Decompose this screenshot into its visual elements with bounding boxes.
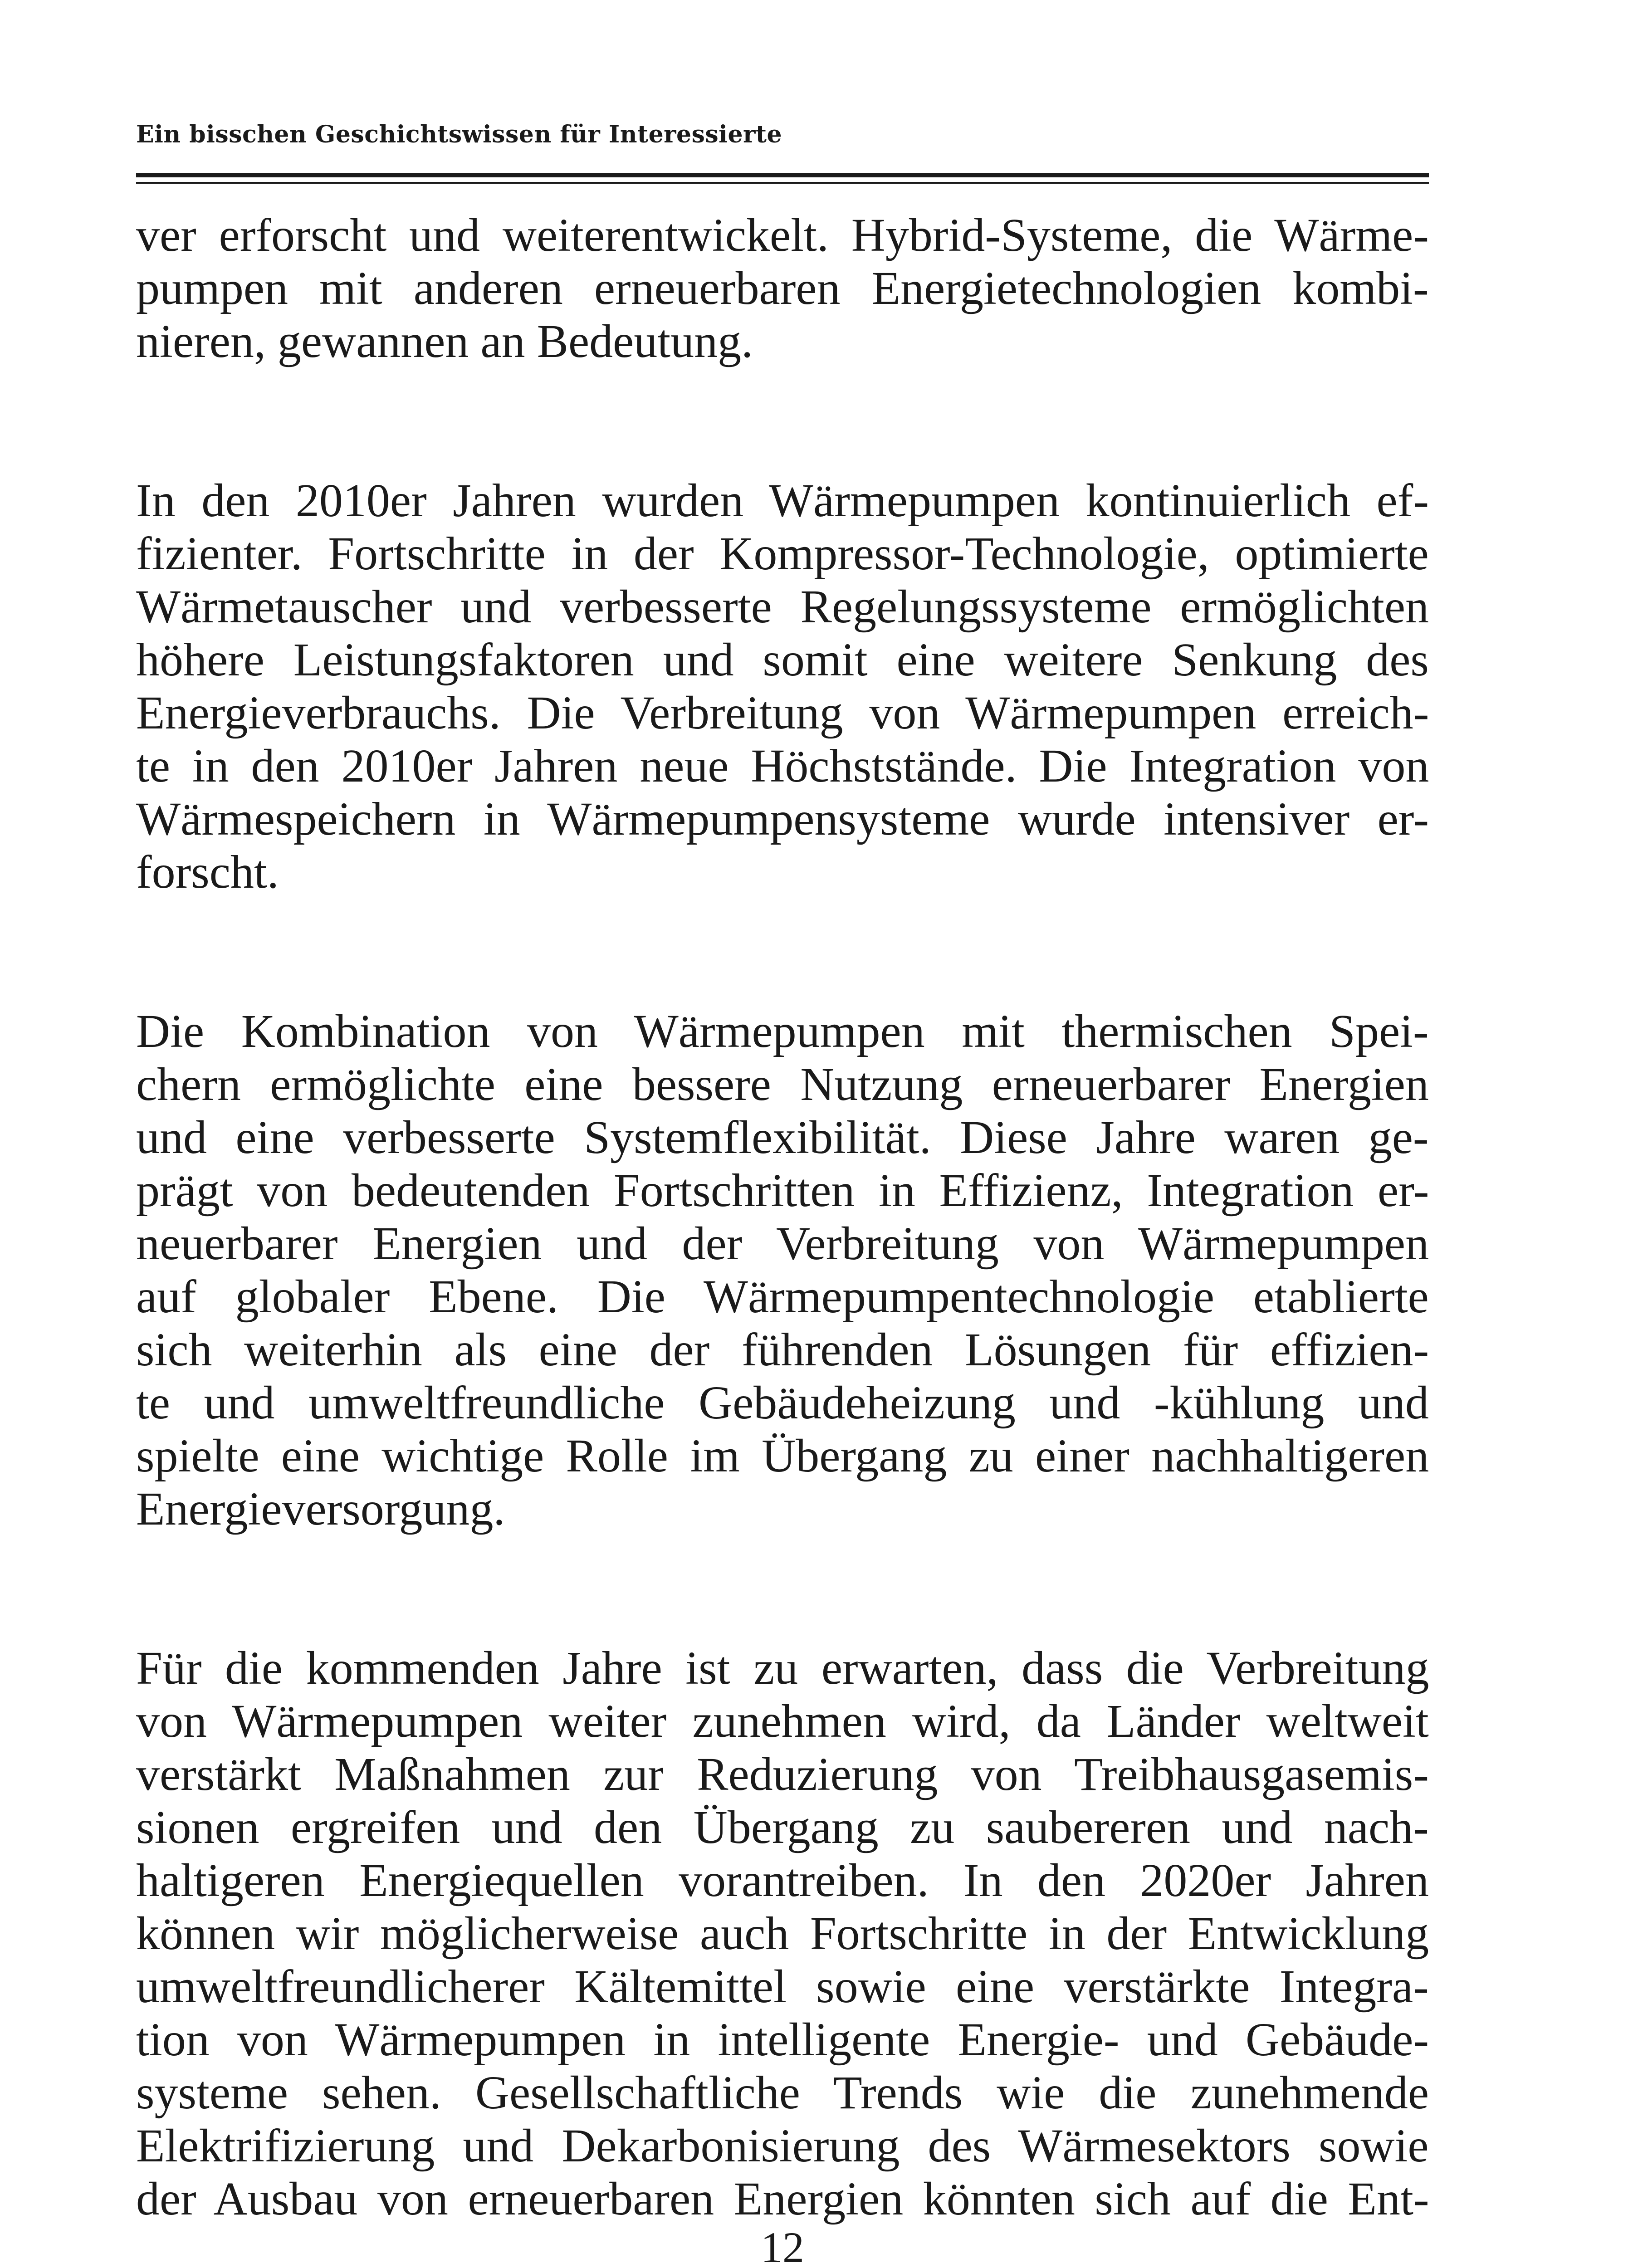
body-text bbox=[136, 209, 1429, 2225]
text-line: Die Kombination von Wärmepumpen mit thermischen Spei- bbox=[136, 1005, 1429, 1057]
text-line: te und umweltfreundliche Gebäudeheizung und -kühlung und bbox=[136, 1377, 1429, 1429]
paragraph bbox=[136, 1005, 1429, 1535]
text-line: auf globaler Ebene. Die Wärmepumpentechnologie etablierte bbox=[136, 1271, 1429, 1323]
text-line: Energieverbrauchs. Die Verbreitung von Wärmepumpen erreich- bbox=[136, 687, 1429, 739]
text-line: ver erforscht und weiterentwickelt. Hybrid-Systeme, die Wärme- bbox=[136, 209, 1429, 261]
header-rule-thick bbox=[136, 173, 1429, 177]
text-line: chern ermöglichte eine bessere Nutzung erneuerbarer Energien bbox=[136, 1058, 1429, 1110]
text-line: von Wärmepumpen weiter zunehmen wird, da Länder weltweit bbox=[136, 1695, 1429, 1747]
text-line: te in den 2010er Jahren neue Höchststände. Die Integration von bbox=[136, 740, 1429, 792]
text-line: Für die kommenden Jahre ist zu erwarten, dass die Verbreitung bbox=[136, 1642, 1429, 1694]
paragraph bbox=[136, 209, 1429, 368]
text-line: sionen ergreifen und den Übergang zu saubereren und nach- bbox=[136, 1801, 1429, 1853]
text-line: tion von Wärmepumpen in intelligente Energie- und Gebäude- bbox=[136, 2014, 1429, 2066]
text-line: Wärmetauscher und verbesserte Regelungssysteme ermöglichten bbox=[136, 581, 1429, 633]
running-head: Ein bisschen Geschichtswissen für Interessierte bbox=[136, 121, 782, 148]
page-number: 12 bbox=[761, 2223, 804, 2268]
text-line: haltigeren Energiequellen vorantreiben. In den 2020er Jahren bbox=[136, 1854, 1429, 1906]
text-line: fizienter. Fortschritte in der Kompressor-Technologie, optimierte bbox=[136, 528, 1429, 580]
text-line: systeme sehen. Gesellschaftliche Trends wie die zunehmende bbox=[136, 2067, 1429, 2119]
text-line: sich weiterhin als eine der führenden Lösungen für effizien- bbox=[136, 1324, 1429, 1376]
text-line: Elektrifizierung und Dekarbonisierung des Wärmesektors sowie bbox=[136, 2120, 1429, 2172]
text-line: forscht. bbox=[136, 846, 279, 898]
text-line: höhere Leistungsfaktoren und somit eine weitere Senkung des bbox=[136, 634, 1429, 686]
text-line: Wärmespeichern in Wärmepumpensysteme wurde intensiver er- bbox=[136, 793, 1429, 845]
text-line: Energieversorgung. bbox=[136, 1483, 505, 1535]
text-line: können wir möglicherweise auch Fortschritte in der Entwicklung bbox=[136, 1907, 1429, 1960]
text-line: In den 2010er Jahren wurden Wärmepumpen kontinuierlich ef- bbox=[136, 474, 1429, 527]
header-rule-thin bbox=[136, 182, 1429, 184]
text-line: umweltfreundlicherer Kältemittel sowie eine verstärkte Integra- bbox=[136, 1960, 1429, 2013]
text-line: verstärkt Maßnahmen zur Reduzierung von Treibhausgasemis- bbox=[136, 1748, 1429, 1800]
text-line: prägt von bedeutenden Fortschritten in Effizienz, Integration er- bbox=[136, 1164, 1429, 1217]
text-line: pumpen mit anderen erneuerbaren Energietechnologien kombi- bbox=[136, 262, 1429, 314]
paragraph bbox=[136, 1642, 1429, 2225]
paragraph bbox=[136, 474, 1429, 899]
text-line: nieren, gewannen an Bedeutung. bbox=[136, 315, 753, 367]
text-line: der Ausbau von erneuerbaren Energien könnten sich auf die Ent- bbox=[136, 2173, 1429, 2225]
text-line: neuerbarer Energien und der Verbreitung von Wärmepumpen bbox=[136, 1217, 1429, 1270]
text-line: spielte eine wichtige Rolle im Übergang zu einer nachhaltigeren bbox=[136, 1430, 1429, 1482]
text-line: und eine verbesserte Systemflexibilität. Diese Jahre waren ge- bbox=[136, 1111, 1429, 1163]
